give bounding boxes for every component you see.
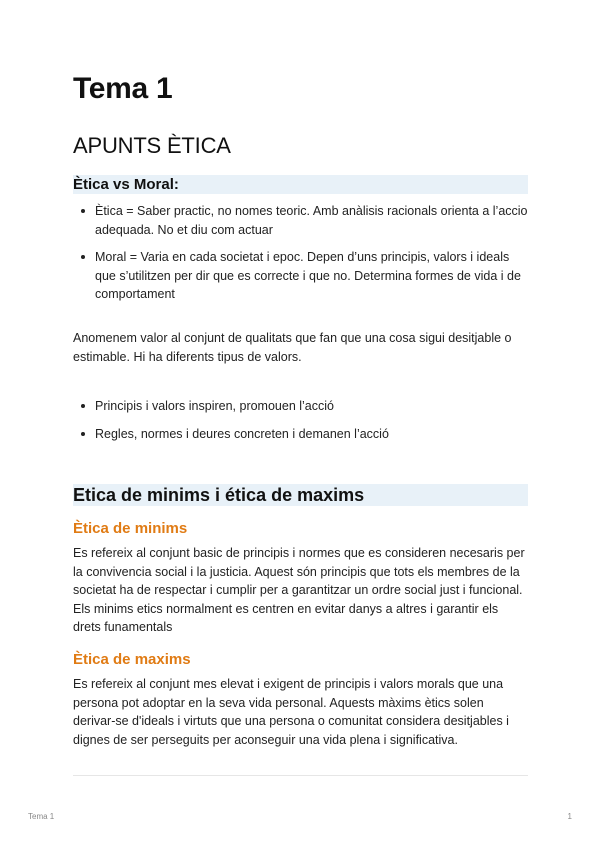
section-heading-band — [73, 175, 528, 194]
paragraph-etica-minims: Es refereix al conjunt basic de principis i normes que es consideren necesaris per la convivencia social i la justicia. Aquest són principis que tots els membres de la societat ha de respectar i cumplir per a garantitzar un ordre social just i funcional. Els minims etics normalment es centren en evitar danys a altres i garantir els drets funamentals — [73, 546, 525, 634]
document-subtitle: APUNTS ÈTICA — [73, 133, 231, 158]
paragraph-etica-maxims: Es refereix al conjunt mes elevat i exigent de principis i valors morals que una persona pot adoptar en la seva vida personal. Aquests màxims ètics solen derivar-se d'ideals i virtuts que una persona o comunitat considera desitjables i dignes de ser perseguits per aconseguir una vida plena i significativa. — [73, 677, 509, 747]
bullet-icon — [81, 255, 85, 259]
section-heading-band — [73, 484, 528, 506]
bullet-icon — [81, 209, 85, 213]
bullet-list-etica-moral — [73, 202, 528, 304]
page-number: 1 — [567, 812, 572, 821]
list-item-text: Principis i valors inspiren, promouen l’acció — [95, 399, 334, 413]
section-heading-etica-vs-moral: Ètica vs Moral: — [73, 176, 179, 193]
paragraph-valor: Anomenem valor al conjunt de qualitats que fan que una cosa sigui desitjable o estimable. Hi ha diferents tipus de valors. — [73, 331, 512, 364]
footer-title: Tema 1 — [28, 812, 55, 821]
bullet-icon — [81, 432, 85, 436]
list-item — [73, 202, 528, 239]
list-item — [73, 425, 528, 444]
section-heading-minims-maxims: Etica de minims i ética de maxims — [73, 485, 365, 505]
subheading-etica-minims: Ètica de minims — [73, 520, 188, 537]
page-title: Tema 1 — [73, 72, 173, 105]
bullet-list-valors — [73, 397, 528, 443]
subheading-etica-maxims: Ètica de maxims — [73, 651, 191, 668]
list-item-text: Regles, normes i deures concreten i demanen l’acció — [95, 426, 389, 441]
list-item-text: Moral = Varia en cada societat i epoc. Depen d’uns principis, valors i ideals que s’utilitzen per dir que es correcte i que no. Determina formes de vida i de comportament — [95, 250, 521, 301]
list-item — [73, 248, 528, 304]
divider — [73, 775, 528, 776]
list-item-text: Ètica = Saber practic, no nomes teoric. Amb anàlisis racionals orienta a l’accio adequada. No et diu com actuar — [95, 204, 528, 237]
bullet-icon — [81, 404, 85, 408]
list-item — [73, 397, 528, 416]
